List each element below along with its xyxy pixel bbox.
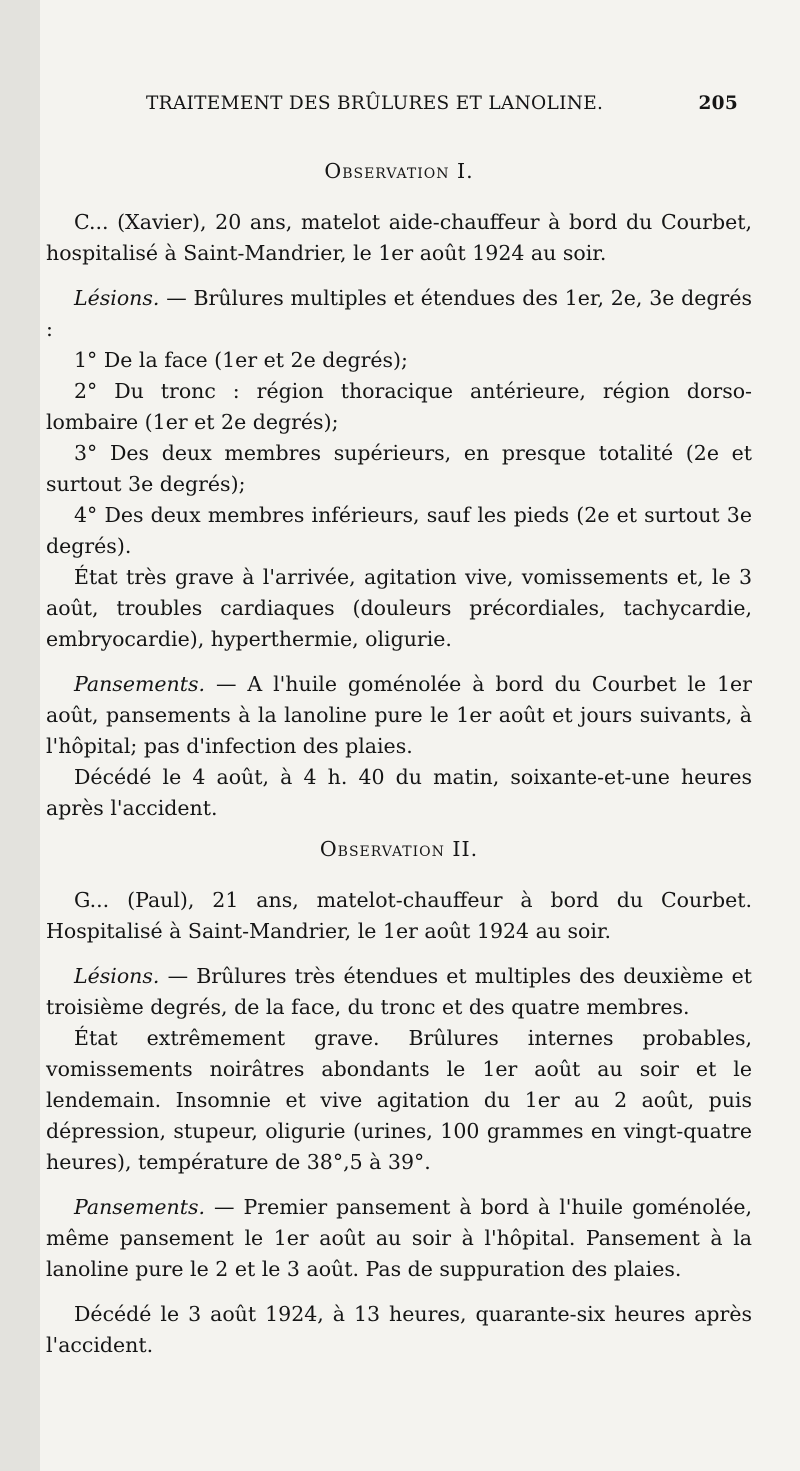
lesion-item-text: Du tronc : région thoracique antérieure, région dorso-lombaire (1er et 2e degrés); (46, 379, 752, 434)
lesion-item-text: Des deux membres supérieurs, en presque totalité (2e et surtout 3e degrés); (46, 441, 752, 496)
observation-1-deces: Décédé le 4 août, à 4 h. 40 du matin, soixante-et-une heures après l'accident. (46, 765, 752, 820)
running-head (46, 80, 752, 116)
observation-2-pansements (46, 1192, 752, 1285)
lesions-label: Lésions. (74, 286, 160, 310)
observation-1-intro: C... (Xavier), 20 ans, matelot aide-chauffeur à bord du Courbet, hospitalisé à Saint-Mandrier, le 1er août 1924 au soir. (46, 210, 752, 265)
observation-2-deces: Décédé le 3 août 1924, à 13 heures, quarante-six heures après l'accident. (46, 1302, 752, 1357)
lesions-text: — Brûlures multiples et étendues des 1er, 2e, 3e degrés : (46, 286, 752, 341)
pansements-label: Pansements. (74, 672, 205, 696)
lesion-item (46, 438, 752, 500)
observation-1-etat: État très grave à l'arrivée, agitation vive, vomissements et, le 3 août, troubles cardiaques (douleurs précordiales, tachycardie, embryocardie), hyperthermie, oligurie. (46, 565, 752, 651)
lesion-item-text: Des deux membres inférieurs, sauf les pieds (2e et surtout 3e degrés). (46, 503, 752, 558)
observation-1-pansements (46, 669, 752, 762)
observation-2-lesions (46, 961, 752, 1023)
lesion-item-number: 4° (74, 503, 98, 527)
lesion-item (46, 376, 752, 438)
lesion-item-text: De la face (1er et 2e degrés); (103, 348, 408, 372)
running-title: TRAITEMENT DES BRÛLURES ET LANOLINE. (146, 93, 604, 114)
pansements-text: — Premier pansement à bord à l'huile goménolée, même pansement le 1er août au soir à l'hôpital. Pansement à la lanoline pure le 2 et le 3 août. Pas de suppuration des plaies. (46, 1195, 752, 1281)
pansements-text: — A l'huile goménolée à bord du Courbet le 1er août, pansements à la lanoline pure le 1er août et jours suivants, à l'hôpital; pas d'infection des plaies. (46, 672, 752, 758)
observation-2-etat: État extrêmement grave. Brûlures internes probables, vomissements noirâtres abondants le 1er août au soir et le lendemain. Insomnie et vive agitation du 1er au 2 août, puis dépression, stupeur, oligurie (urines, 100 grammes en vingt-quatre heures), température de 38°,5 à 39°. (46, 1026, 752, 1174)
page-number: 205 (698, 93, 738, 114)
lesion-item-number: 1° (74, 348, 98, 372)
page-content (46, 80, 752, 1361)
lesion-item-number: 2° (74, 379, 98, 403)
lesion-item (46, 500, 752, 562)
lesions-text: — Brûlures très étendues et multiples des deuxième et troisième degrés, de la face, du tronc et des quatre membres. (46, 964, 752, 1019)
observation-2-intro: G... (Paul), 21 ans, matelot-chauffeur à bord du Courbet. Hospitalisé à Saint-Mandrier, le 1er août 1924 au soir. (46, 888, 752, 943)
observation-2-heading: Observation II. (319, 837, 479, 861)
page-edge (0, 0, 40, 1471)
observation-1-lesions (46, 283, 752, 345)
lesions-label: Lésions. (74, 964, 160, 988)
lesion-item (46, 345, 752, 376)
pansements-label: Pansements. (74, 1195, 205, 1219)
observation-1-heading: Observation I. (324, 159, 474, 183)
lesion-item-number: 3° (74, 441, 98, 465)
